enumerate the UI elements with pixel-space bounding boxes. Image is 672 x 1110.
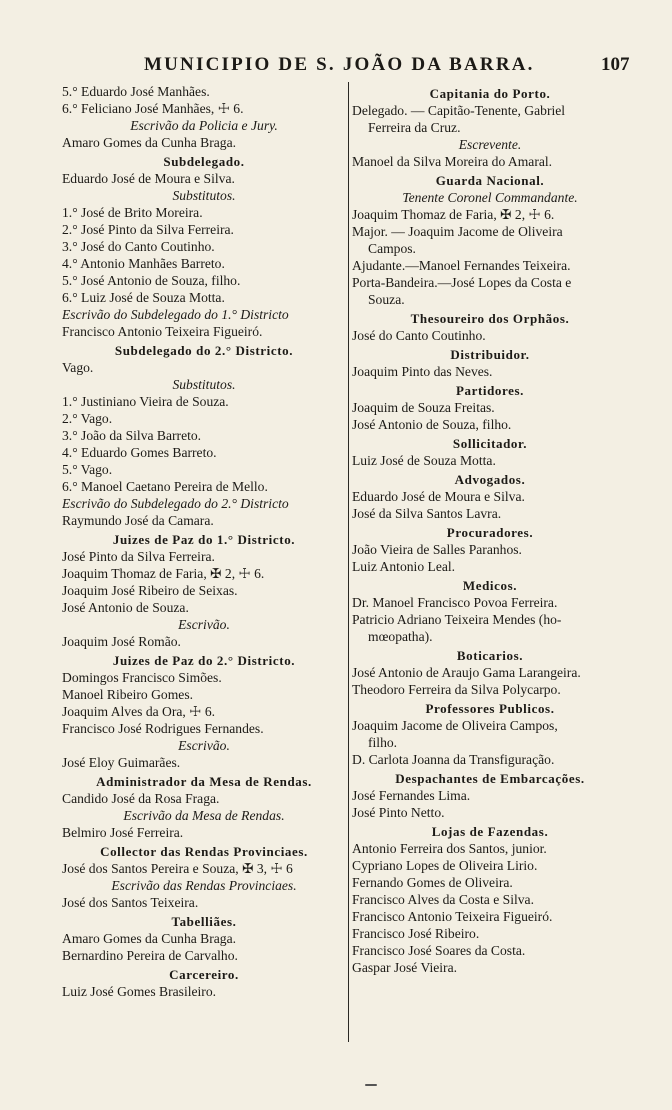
role-subheading: Tenente Coronel Commandante. <box>402 190 578 205</box>
entry-line: Joaquim de Souza Freitas. <box>352 400 495 415</box>
section-heading: Partidores. <box>455 383 525 398</box>
entry-line: João Vieira de Salles Paranhos. <box>352 542 522 557</box>
entry-line: Francisco José Rodrigues Fernandes. <box>62 721 264 736</box>
entry-line: Luiz José de Souza Motta. <box>352 453 496 468</box>
entry-line: Delegado. — Capitão-Tenente, Gabriel <box>352 103 566 118</box>
entry-line: José Antonio de Souza. <box>62 600 189 615</box>
section-heading: Professores Publicos. <box>425 701 555 716</box>
entry-line: Major. — Joaquim Jacome de Oliveira <box>352 224 563 239</box>
entry-line: Bernardino Pereira de Carvalho. <box>62 948 238 963</box>
section-heading: Administrador da Mesa de Rendas. <box>96 774 312 789</box>
entry-line: Amaro Gomes da Cunha Braga. <box>62 135 237 150</box>
section-heading: Collector das Rendas Provinciaes. <box>100 844 308 859</box>
section-heading: Juizes de Paz do 1.° Districto. <box>112 532 296 547</box>
page-number: 107 <box>601 54 630 75</box>
entry-line: Candido José da Rosa Fraga. <box>62 791 220 806</box>
section-heading: Guarda Nacional. <box>435 173 545 188</box>
entry-line: 3.° João da Silva Barreto. <box>62 428 202 443</box>
entry-line: 4.° Eduardo Gomes Barreto. <box>62 445 217 460</box>
entry-line: 2.° Vago. <box>62 411 113 426</box>
section-heading: Thesoureiro dos Orphãos. <box>410 311 570 326</box>
section-heading: Procuradores. <box>446 525 534 540</box>
entry-line: 2.° José Pinto da Silva Ferreira. <box>62 222 234 237</box>
role-subheading: Escrivão do Subdelegado do 2.° Districto <box>62 496 289 511</box>
footer-mark <box>365 1084 377 1086</box>
role-subheading: Escrivão da Policia e Jury. <box>130 118 278 133</box>
entry-line: Francisco José Ribeiro. <box>352 926 480 941</box>
section-heading: Lojas de Fazendas. <box>431 824 549 839</box>
entry-line: Manoel da Silva Moreira do Amaral. <box>352 154 553 169</box>
entry-line: Francisco Antonio Teixeira Figueiró. <box>352 909 553 924</box>
page-title: MUNICIPIO DE S. JOÃO DA BARRA. <box>144 54 535 75</box>
entry-line: José Antonio de Souza, filho. <box>352 417 512 432</box>
entry-line: 5.° José Antonio de Souza, filho. <box>62 273 241 288</box>
entry-line: José dos Santos Pereira e Souza, ✠ 3, ☩ 6 <box>62 861 293 876</box>
role-subheading: Escrivão da Mesa de Rendas. <box>123 808 285 823</box>
entry-line: José da Silva Santos Lavra. <box>352 506 502 521</box>
section-heading: Advogados. <box>454 472 526 487</box>
role-subheading: Substitutos. <box>172 188 236 203</box>
entry-line: Manoel Ribeiro Gomes. <box>62 687 194 702</box>
role-subheading: Substitutos. <box>172 377 236 392</box>
section-heading: Juizes de Paz do 2.° Districto. <box>112 653 296 668</box>
entry-line: Eduardo José de Moura e Silva. <box>62 171 235 186</box>
section-heading: Carcereiro. <box>169 967 239 982</box>
entry-line: 1.° José de Brito Moreira. <box>62 205 203 220</box>
entry-line: Joaquim Jacome de Oliveira Campos, <box>352 718 558 733</box>
section-heading: Capitania do Porto. <box>429 86 551 101</box>
entry-line: Vago. <box>62 360 94 375</box>
section-heading: Boticarios. <box>456 648 524 663</box>
entry-line: Theodoro Ferreira da Silva Polycarpo. <box>352 682 561 697</box>
entry-line: Francisco Antonio Teixeira Figueiró. <box>62 324 263 339</box>
entry-line: Joaquim Thomaz de Faria, ✠ 2, ☩ 6. <box>352 207 555 222</box>
entry-line: D. Carlota Joanna da Transfiguração. <box>352 752 555 767</box>
entry-line: Raymundo José da Camara. <box>62 513 214 528</box>
section-heading: Subdelegado do 2.° Districto. <box>114 343 294 358</box>
role-subheading: Escrivão. <box>178 738 230 753</box>
entry-line: Cypriano Lopes de Oliveira Lirio. <box>352 858 538 873</box>
entry-line: Amaro Gomes da Cunha Braga. <box>62 931 237 946</box>
entry-line: Antonio Ferreira dos Santos, junior. <box>352 841 547 856</box>
section-heading: Distribuidor. <box>450 347 530 362</box>
entry-continuation: mœopatha). <box>368 629 433 644</box>
entry-line: Patricio Adriano Teixeira Mendes (ho- <box>352 612 562 627</box>
entry-line: Fernando Gomes de Oliveira. <box>352 875 513 890</box>
entry-line: Dr. Manoel Francisco Povoa Ferreira. <box>352 595 558 610</box>
role-subheading: Escrivão. <box>178 617 230 632</box>
section-heading: Medicos. <box>462 578 518 593</box>
entry-line: Luiz Antonio Leal. <box>352 559 456 574</box>
entry-line: 6.° Feliciano José Manhães, ☩ 6. <box>62 101 244 116</box>
entry-line: 6.° Luiz José de Souza Motta. <box>62 290 225 305</box>
entry-line: Porta-Bandeira.—José Lopes da Costa e <box>352 275 572 290</box>
column-divider <box>348 82 349 1042</box>
entry-continuation: Campos. <box>368 241 416 256</box>
entry-line: 5.° Vago. <box>62 462 113 477</box>
role-subheading: Escrivão do Subdelegado do 1.° Districto <box>62 307 289 322</box>
entry-line: Belmiro José Ferreira. <box>62 825 184 840</box>
entry-line: Eduardo José de Moura e Silva. <box>352 489 525 504</box>
entry-continuation: Ferreira da Cruz. <box>368 120 461 135</box>
role-subheading: Escrivão das Rendas Provinciaes. <box>111 878 297 893</box>
entry-line: 5.° Eduardo José Manhães. <box>62 84 210 99</box>
entry-line: Luiz José Gomes Brasileiro. <box>62 984 217 999</box>
entry-continuation: filho. <box>368 735 398 750</box>
entry-line: Joaquim Alves da Ora, ☩ 6. <box>62 704 216 719</box>
entry-line: Joaquim José Ribeiro de Seixas. <box>62 583 238 598</box>
entry-line: José Eloy Guimarães. <box>62 755 181 770</box>
entry-line: Domingos Francisco Simões. <box>62 670 222 685</box>
entry-line: Joaquim Pinto das Neves. <box>352 364 493 379</box>
entry-line: Joaquim José Romão. <box>62 634 181 649</box>
section-heading: Sollicitador. <box>452 436 528 451</box>
role-subheading: Escrevente. <box>458 137 522 152</box>
entry-line: José Antonio de Araujo Gama Larangeira. <box>352 665 581 680</box>
entry-line: Joaquim Thomaz de Faria, ✠ 2, ☩ 6. <box>62 566 265 581</box>
entry-line: José Pinto da Silva Ferreira. <box>62 549 215 564</box>
entry-line: José Pinto Netto. <box>352 805 445 820</box>
running-header <box>0 54 672 80</box>
section-heading: Tabelliães. <box>171 914 237 929</box>
entry-line: Francisco Alves da Costa e Silva. <box>352 892 534 907</box>
entry-line: Ajudante.—Manoel Fernandes Teixeira. <box>352 258 571 273</box>
entry-line: Gaspar José Vieira. <box>352 960 458 975</box>
entry-line: Francisco José Soares da Costa. <box>352 943 526 958</box>
entry-line: José Fernandes Lima. <box>352 788 471 803</box>
entry-line: 6.° Manoel Caetano Pereira de Mello. <box>62 479 268 494</box>
entry-continuation: Souza. <box>368 292 405 307</box>
section-heading: Despachantes de Embarcações. <box>395 771 585 786</box>
entry-line: 1.° Justiniano Vieira de Souza. <box>62 394 229 409</box>
right-column <box>352 83 628 976</box>
entry-line: José do Canto Coutinho. <box>352 328 486 343</box>
entry-line: 4.° Antonio Manhães Barreto. <box>62 256 225 271</box>
left-column <box>62 83 346 1000</box>
section-heading: Subdelegado. <box>163 154 245 169</box>
entry-line: José dos Santos Teixeira. <box>62 895 199 910</box>
entry-line: 3.° José do Canto Coutinho. <box>62 239 215 254</box>
